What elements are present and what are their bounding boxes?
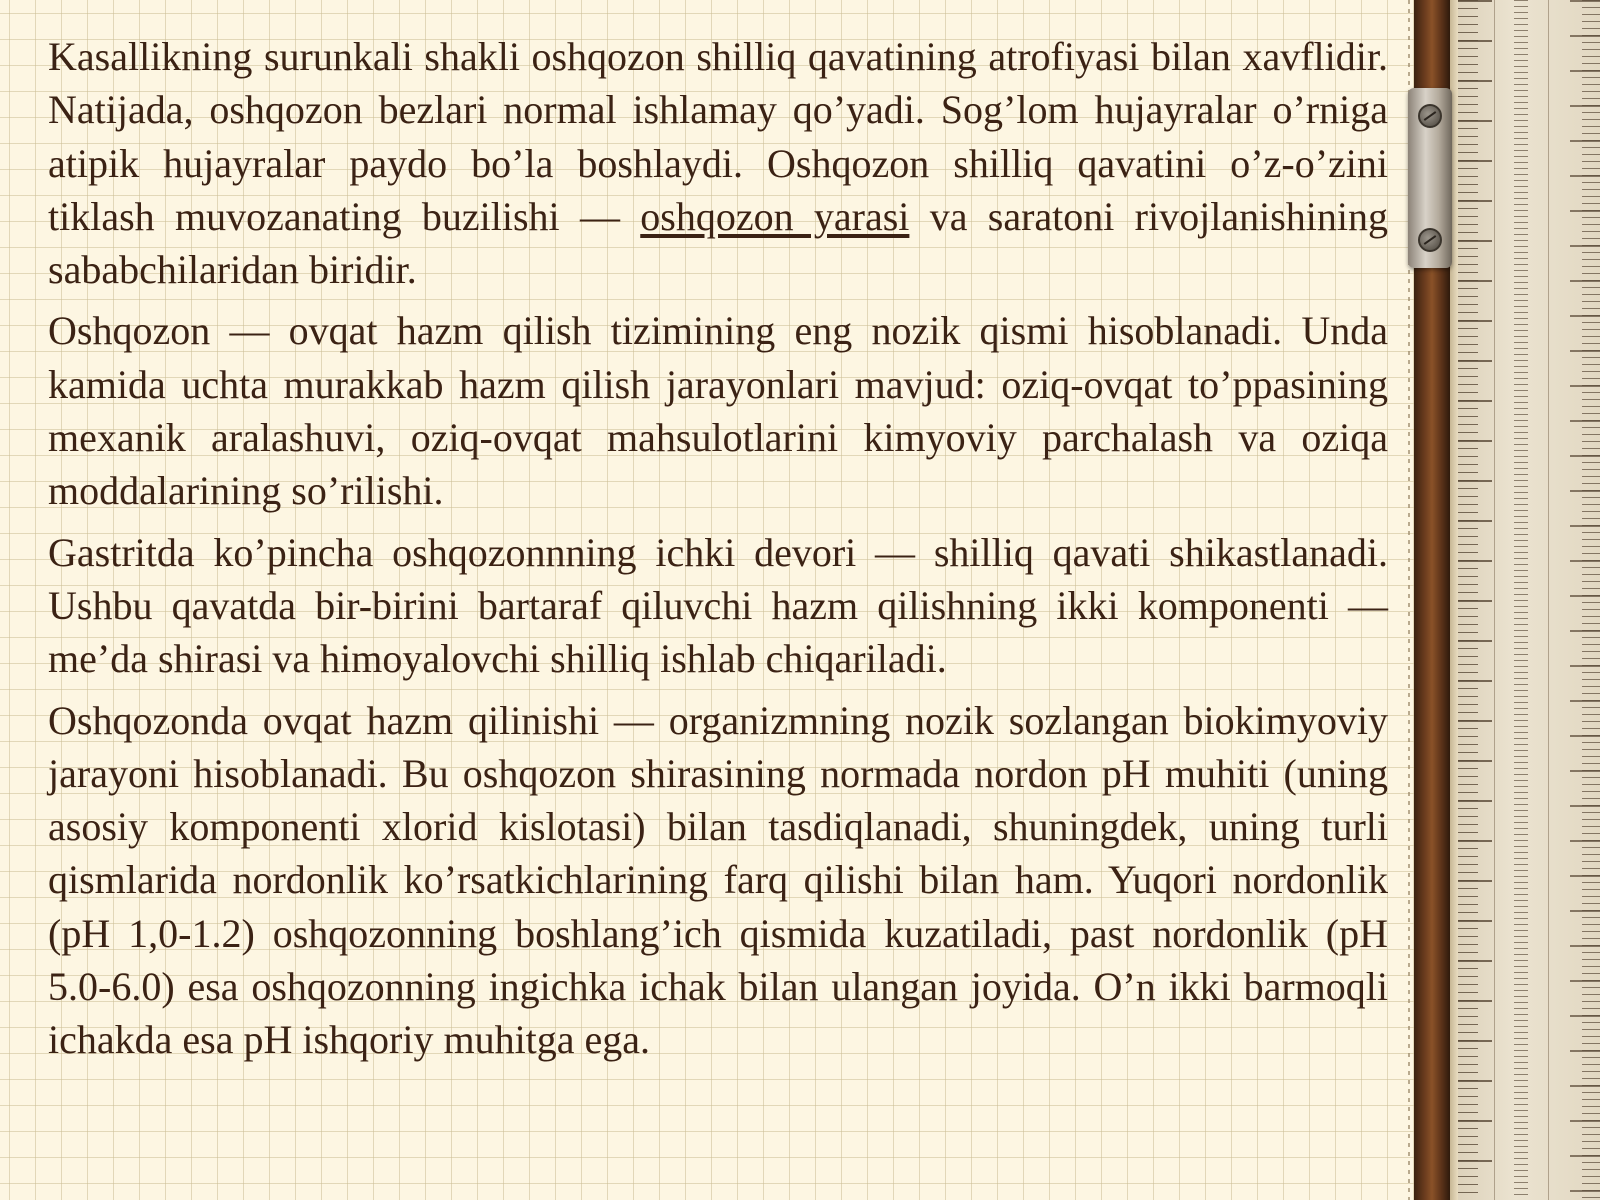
ruler-ticks-middle <box>1514 0 1528 1200</box>
screw-icon <box>1418 228 1442 252</box>
screw-icon <box>1418 104 1442 128</box>
paragraph-1 <box>48 30 1388 296</box>
paragraph-2-text: Oshqozon — ovqat hazm qilish tizimining eng nozik qismi hisoblanadi. Unda kamida uchta murakkab hazm qilish jarayonlari mavjud: oziq-ovqat to’ppasining mexanik aralashuvi, oziq-ovqat mahsulotlarini kimyoviy parchalash va oziqa moddalarining so’rilishi. <box>48 308 1388 514</box>
paragraph-1-text-a: Kasallikning surunkali shakli oshqozon shilliq qavatining atrofiyasi bilan xavflidir. Natijada, oshqozon bezlari normal ishlamay qo’yadi. Sog’lom hujayralar o’rniga atipik hujayralar paydo bo’la boshlaydi. Oshqozon shilliq qavatini o’z-o’zini tiklash muvozanating buzilishi — <box>48 34 1388 239</box>
document-body <box>48 30 1388 1075</box>
paragraph-3 <box>48 526 1388 686</box>
paragraph-3-text: Gastritda ko’pincha oshqozonnning ichki devori — shilliq qavati shikastlanadi. Ushbu qavatda bir-birini bartaraf qiluvchi hazm qilishning ikki komponenti — me’da shirasi va himoyalovchi shilliq ishlab chiqariladi. <box>48 529 1388 682</box>
paragraph-4 <box>48 694 1388 1067</box>
paragraph-2 <box>48 304 1388 517</box>
ruler-major-ticks-left <box>1458 0 1492 1200</box>
ruler-decoration <box>1458 0 1600 1200</box>
ruler-major-ticks-right <box>1570 0 1600 1200</box>
paragraph-1-text-b: va saratoni rivojlanishining sababchilaridan biridir. <box>48 193 1388 293</box>
ruler-guide-line <box>1548 0 1549 1200</box>
paragraph-4-text: Oshqozonda ovqat hazm qilinishi — organizmning nozik sozlangan biokimyoviy jarayoni hisoblanadi. Bu oshqozon shirasining normada nordon pH muhiti (uning asosiy komponenti xlorid kislotasi) bilan tasdiqlanadi, shuningdek, uning turli qismlarida nordonlik ko’rsatkichlarining farq qilishi bilan ham. Yuqori nordonlik (pH 1,0-1.2) oshqozonning boshlang’ich qismida kuzatiladi, past nordonlik (pH 5.0-6.0) esa oshqozonning ingichka ichak bilan ulangan joyida. O’n ikki barmoqli ichakda esa pH ishqoriy muhitga ega. <box>48 697 1388 1063</box>
link-oshqozon-yarasi[interactable]: oshqozon yarasi <box>640 193 910 239</box>
ruler-guide-line <box>1494 0 1495 1200</box>
